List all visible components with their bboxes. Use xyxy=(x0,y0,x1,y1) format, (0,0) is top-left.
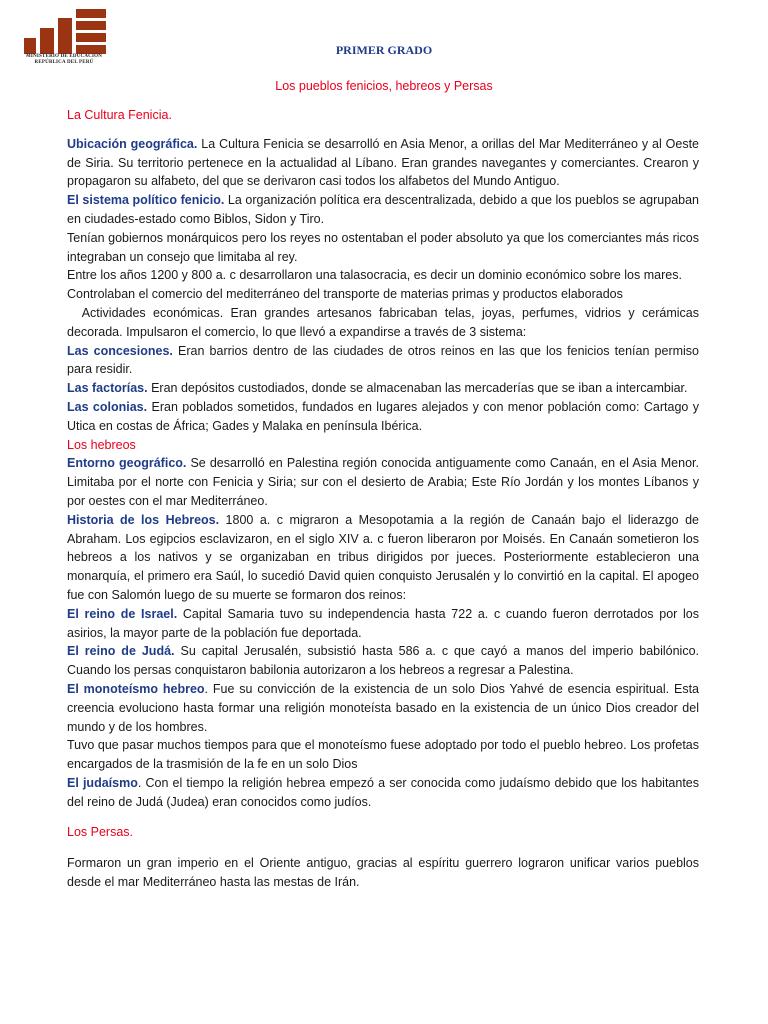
paragraph-entorno: Entorno geográfico. Se desarrolló en Palestina región conocida antiguamente como Canaán, en el Asia Menor. Limitaba por el norte con Fenicia y Siria; sur con el desierto de Arabia; Este Río Jordán y los montes Líbanos y por oestes con el mar Mediterráneo. xyxy=(67,456,699,508)
paragraph-colonias: Las colonias. Eran poblados sometidos, fundados en lugares alejados y con menor población como: Cartago y Utica en costas de África; Gades y Malaka en península Ibérica. xyxy=(67,399,699,433)
page-title: Los pueblos fenicios, hebreos y Persas xyxy=(275,79,493,93)
document-body xyxy=(67,106,703,892)
paragraph-tiempos: Tuvo que pasar muchos tiempos para que el monoteísmo fuese adoptado por todo el pueblo hebreo. Los profetas encargados de la trasmisión de la fe en un solo Dios xyxy=(67,738,699,772)
term-monoteismo: El monoteísmo hebreo xyxy=(67,681,205,696)
section-heading-hebreos: Los hebreos xyxy=(67,437,136,452)
paragraph-monoteismo: El monoteísmo hebreo. Fue su convicción de la existencia de un solo Dios Yahvé de esencia espiritual. Esta creencia evoluciono hasta formar una religión monoteísta basado en la existencia de un único Dios creador del mundo y de los hombres. xyxy=(67,681,699,734)
paragraph-gobiernos: Tenían gobiernos monárquicos pero los reyes no ostentaban el poder absoluto ya que los comerciantes más ricos integraban un consejo que limitaba al rey. xyxy=(67,230,699,264)
term-ubicacion: Ubicación geográfica. xyxy=(67,136,198,151)
paragraph-comercio: Controlaban el comercio del mediterráneo del transporte de materias primas y productos elaborados xyxy=(67,287,623,302)
term-colonias: Las colonias. xyxy=(67,399,148,414)
paragraph-israel: El reino de Israel. Capital Samaria tuvo su independencia hasta 722 a. c cuando fueron derrotados por los asirios, la mayor parte de la población fue deportada. xyxy=(67,606,699,640)
term-historia: Historia de los Hebreos. xyxy=(67,512,220,527)
paragraph-persas: Formaron un gran imperio en el Oriente antiguo, gracias al espíritu guerrero lograron unificar varios pueblos desde el mar Mediterráneo hasta las mestas de Irán. xyxy=(67,856,699,890)
paragraph-talasocracia: Entre los años 1200 y 800 a. c desarrollaron una talasocracia, es decir un dominio económico sobre los mares. xyxy=(67,268,682,283)
paragraph-historia: Historia de los Hebreos. 1800 a. c migraron a Mesopotamia a la región de Canaán bajo el liderazgo de Abraham. Los egipcios esclavizaron, en el siglo XIV a. c fueron liberaron por Moisés. En Canaán sometieron los hebreos a los nativos y se organizaban en tribus dirigidos por jueces. Posteriormente establecieron una monarquía, el primero era Saúl, lo sucedió David quien conquisto Jerusalén y lo convirtió en la capital. El apogeo fue con Salomón luego de su muerte se formaron dos reinos: xyxy=(67,512,700,602)
term-sistema: El sistema político fenicio. xyxy=(67,193,225,208)
term-concesiones: Las concesiones. xyxy=(67,343,173,358)
logo-line-1: MINISTERIO DE EDUCACIÓN xyxy=(26,54,102,59)
logo-line-2: REPÚBLICA DEL PERÚ xyxy=(34,60,94,65)
paragraph-ubicacion: Ubicación geográfica. La Cultura Fenicia se desarrolló en Asia Menor, a orillas del Mar Mediterráneo y al Oeste de Siria. Su territorio pertenece en la actualidad al Líbano. Eran grandes navegantes y comerciantes. Crearon y propagaron su alfabeto, del que se derivaron casi todos los alfabetos del Mundo Antiguo. xyxy=(67,136,699,189)
section-heading-fenicia: La Cultura Fenicia. xyxy=(67,108,172,122)
grade-title: PRIMER GRADO xyxy=(335,43,433,57)
paragraph-judaismo: El judaísmo. Con el tiempo la religión hebrea empezó a ser conocida como judaísmo debido que los habitantes del reino de Judá (Judea) eran conocidos como judíos. xyxy=(67,775,700,809)
term-juda: El reino de Judá. xyxy=(67,644,175,659)
term-judaismo: El judaísmo xyxy=(67,775,138,790)
paragraph-juda: El reino de Judá. Su capital Jerusalén, subsistió hasta 586 a. c que cayó a manos del imperio babilónico. Cuando los persas conquistaron babilonia autorizaron a los hebreos a regresar a Palestina. xyxy=(67,644,700,678)
term-israel: El reino de Israel. xyxy=(67,606,178,621)
term-factorias: Las factorías. xyxy=(67,381,148,396)
section-heading-persas: Los Persas. xyxy=(67,825,134,840)
term-entorno: Entorno geográfico. xyxy=(67,456,187,471)
paragraph-concesiones: Las concesiones. Eran barrios dentro de las ciudades de otros reinos en las que los fenicios tenían permiso para residir. xyxy=(67,343,699,377)
paragraph-actividades: Actividades económicas. Eran grandes artesanos fabricaban telas, joyas, perfumes, vidrios y cerámicas decorada. Impulsaron el comercio, lo que llevó a expandirse a través de 3 sistema: xyxy=(67,305,703,339)
paragraph-sistema: El sistema político fenicio. La organización política era descentralizada, debido a que los pueblos se agrupaban en ciudades-estado como Biblos, Sidon y Tiro. xyxy=(67,193,700,226)
paragraph-factorias: Las factorías. Eran depósitos custodiados, donde se almacenaban las mercaderías que se iban a intercambiar. xyxy=(67,381,688,396)
